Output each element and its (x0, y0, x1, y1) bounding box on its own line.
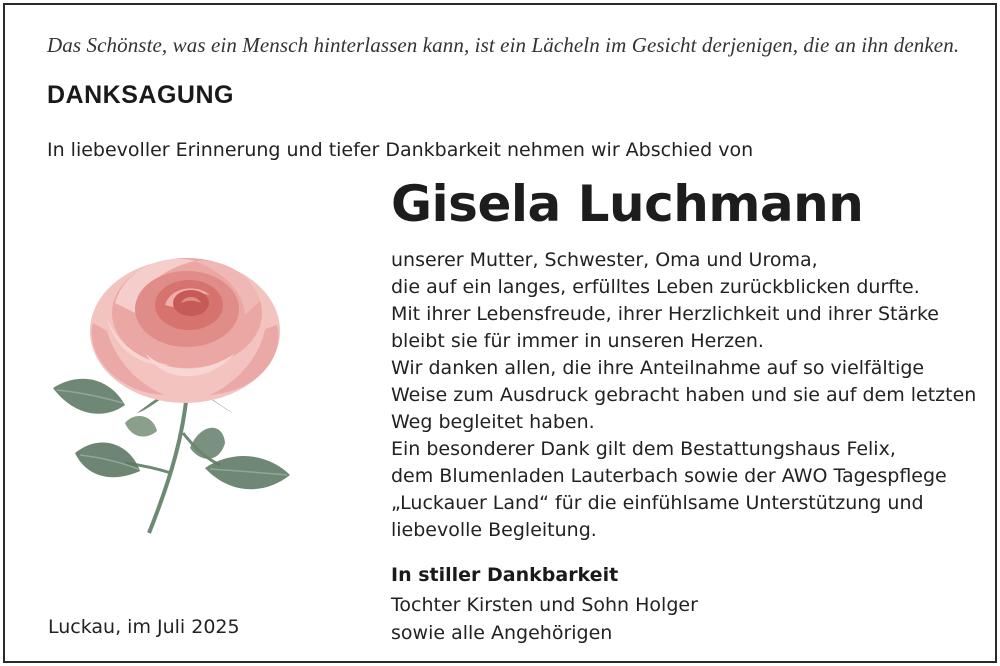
body-line: bleibt sie für immer in unseren Herzen. (391, 330, 764, 352)
body-line: unserer Mutter, Schwester, Oma und Uroma, (391, 249, 818, 271)
signers (391, 591, 698, 647)
signer-line: sowie alle Angehörigen (391, 622, 613, 644)
body-line: Weg begleitet haben. (391, 411, 595, 433)
body-line: Wir danken allen, die ihre Anteilnahme auf so vielfältige (391, 357, 925, 379)
body-line: dem Blumenladen Lauterbach sowie der AWO Tagespflege (391, 465, 947, 487)
heading: DANKSAGUNG (47, 81, 234, 109)
body-line: Ein besonderer Dank gilt dem Bestattungshaus Felix, (391, 438, 896, 460)
place-date: Luckau, im Juli 2025 (48, 616, 240, 638)
closing-phrase: In stiller Dankbarkeit (391, 564, 619, 586)
body-line: Weise zum Ausdruck gebracht haben und sie auf dem letzten (391, 384, 977, 406)
obituary-card (3, 3, 997, 663)
deceased-name: Gisela Luchmann (391, 175, 864, 233)
body-line: „Luckauer Land“ für die einfühlsame Unterstützung und (391, 492, 924, 514)
motto-quote: Das Schönste, was ein Mensch hinterlassen kann, ist ein Lächeln im Gesicht derjenigen, die an ihn denken. (47, 33, 960, 57)
rose-illustration-icon (45, 243, 320, 543)
body-line: die auf ein langes, erfülltes Leben zurückblicken durfte. (391, 276, 920, 298)
body-line: liebevolle Begleitung. (391, 519, 597, 541)
signer-line: Tochter Kirsten und Sohn Holger (391, 594, 698, 616)
body-line: Mit ihrer Lebensfreude, ihrer Herzlichkeit und ihrer Stärke (391, 303, 939, 325)
body-text (391, 247, 977, 544)
intro-text: In liebevoller Erinnerung und tiefer Dankbarkeit nehmen wir Abschied von (47, 139, 754, 161)
